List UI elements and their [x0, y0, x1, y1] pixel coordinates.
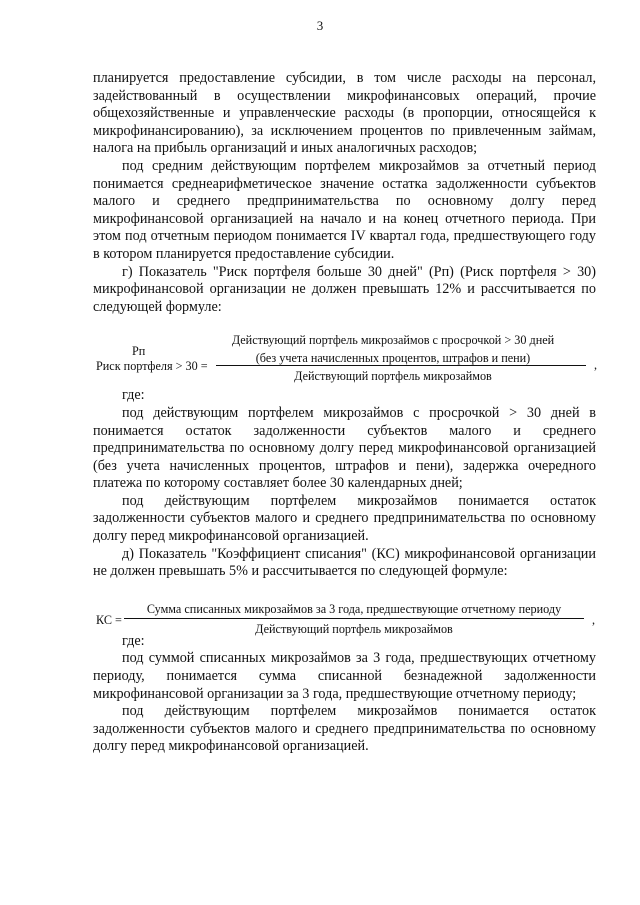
formula-numerator: Сумма списанных микрозаймов за 3 года, предшествующие отчетному периоду [146, 601, 562, 616]
formula-numerator-line-2: (без учета начисленных процентов, штрафов и пени) [255, 351, 531, 366]
paragraph-write-off-indicator: д) Показатель "Коэффициент списания" (КС) микрофинансовой организации не должен превышать 5% и рассчитывается по следующей формуле: [93, 545, 596, 580]
paragraph-active-portfolio-definition: под действующим портфелем микрозаймов понимается остаток задолженности субъектов малого и среднего предпринимательства по основному долгу перед микрофинансовой организацией. [93, 492, 596, 545]
fraction-bar [216, 365, 586, 366]
formula-numerator-line-1: Действующий портфель микрозаймов с просрочкой > 30 дней [231, 333, 555, 348]
paragraph-overdue-portfolio-definition: под действующим портфелем микрозаймов с просрочкой > 30 дней в понимается остаток задолженности субъектов малого и среднего предпринимательства по основному долгу перед микрофинансовой организацией (без учета начисленных процентов, штрафов и пени), задержка очередного платежа по которому составляет более 30 календарных дней; [93, 404, 596, 492]
formula-lhs: КС = [96, 612, 122, 627]
paragraph-written-off-sum-definition: под суммой списанных микрозаймов за 3 года, предшествующих отчетному периоду, понимается сумма списанной безнадежной задолженности микрофинансовой организации за 3 года, предшествующие отчетному периоду; [93, 650, 596, 702]
formula-lhs-symbol: Рп [132, 344, 146, 359]
formula-denominator: Действующий портфель микрозаймов [294, 369, 492, 384]
paragraph-expenses-continuation: планируется предоставление субсидии, в том числе расходы на персонал, задействованный в осуществлении микрофинансовых операций, прочие общехозяйственные и управленческие расходы (в пропорции, относящейся к микрофинансированию), за исключением процентов по привлеченным займам, налога на прибыль организаций и иных аналогичных расходов; [93, 70, 596, 157]
paragraph-active-portfolio-definition-2: под действующим портфелем микрозаймов понимается остаток задолженности субъектов малого и среднего предпринимательства по основному долгу перед микрофинансовой организацией. [93, 703, 596, 755]
formula-trailing-comma: , [594, 358, 598, 373]
fraction-bar [124, 618, 584, 619]
formula-lhs: Риск портфеля > 30 = [96, 359, 208, 374]
formula-trailing-comma: , [592, 612, 596, 627]
paragraph-average-portfolio-definition: под средним действующим портфелем микрозаймов за отчетный период понимается среднеарифметическое значение остатка задолженности субъектов малого и среднего предпринимательства по основному долгу перед микрофинансовой организацией на начало и на конец отчетного периода. При этом под отчетным периодом понимается IV квартал года, предшествующего году в котором планируется предоставление субсидии. [93, 157, 596, 262]
paragraph-portfolio-risk-indicator: г) Показатель "Риск портфеля больше 30 дней" (Рп) (Риск портфеля > 30) микрофинансовой организации не должен превышать 12% и рассчитывается по следующей формуле: [93, 263, 596, 315]
where-label: где: [122, 632, 145, 649]
document-body [93, 70, 596, 756]
formula-denominator: Действующий портфель микрозаймов [255, 621, 453, 636]
where-label: где: [122, 387, 145, 404]
page-number: 3 [316, 18, 324, 33]
portfolio-risk-formula [93, 332, 596, 387]
write-off-ratio-formula [93, 601, 596, 636]
